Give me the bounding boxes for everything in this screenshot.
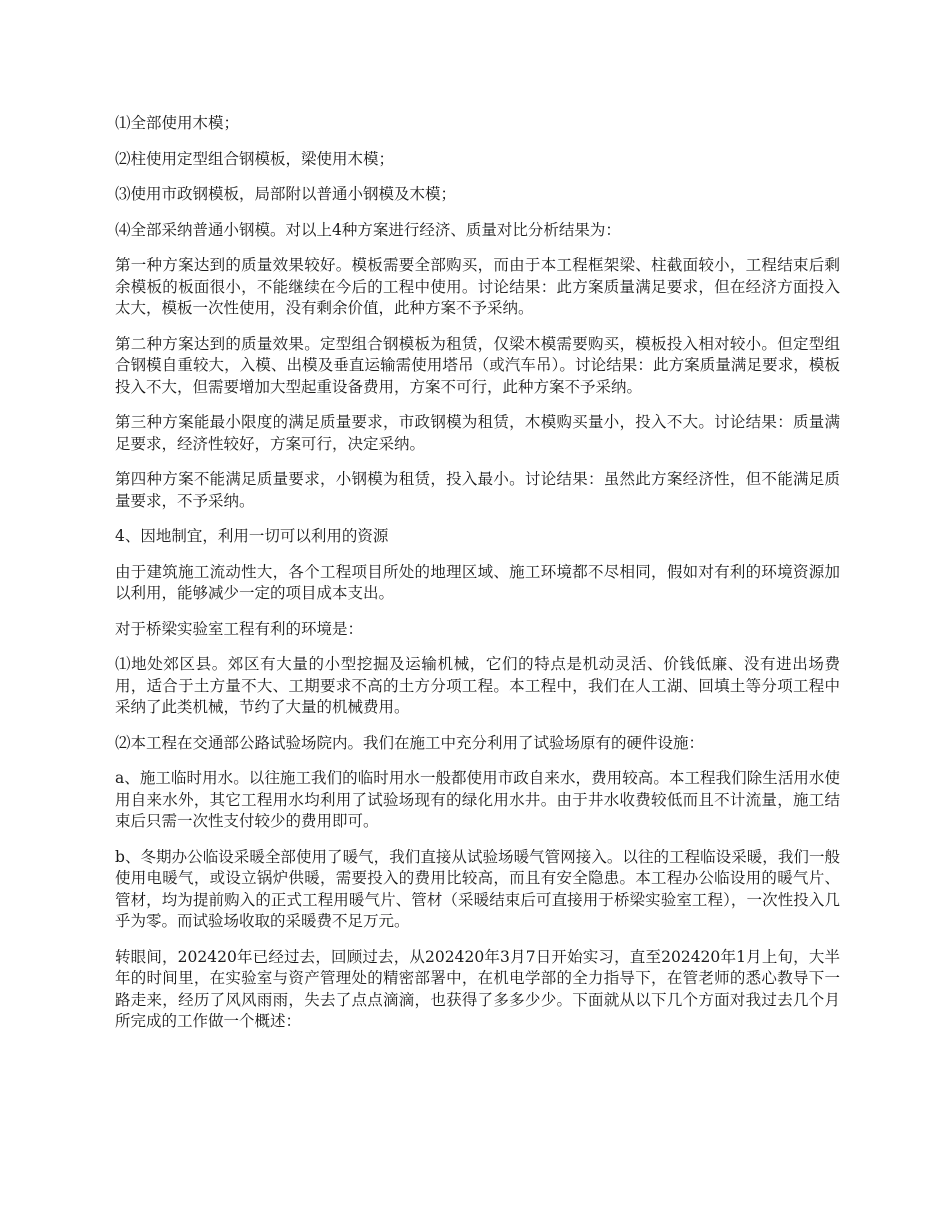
paragraph-option-1: ⑴全部使用木模； xyxy=(115,114,240,132)
paragraph-winter-heating: b、冬期办公临设采暖全部使用了暖气，我们直接从试验场暖气管网接入。以往的工程临设采暖，我们一般使用电暖气，或设立锅炉供暖，需要投入的费用比较高，而且有安全隐患。本工程办公临设用的暖气片、管材，均为提前购入的正式工程用暖气片、管材（采暖结束后可直接用于桥梁实验室工程），一次性投入几乎为零。而试验场收取的采暖费不足万元。 xyxy=(115,847,840,930)
paragraph-resources-intro: 由于建筑施工流动性大，各个工程项目所处的地理区域、施工环境都不尽相同，假如对有利的环境资源加以利用，能够减少一定的项目成本支出。 xyxy=(115,562,840,602)
section-heading-resources: 4、因地制宜，利用一切可以利用的资源 xyxy=(115,527,389,545)
paragraph-option-2: ⑵柱使用定型组合钢模板，梁使用木模； xyxy=(115,149,395,168)
paragraph-scheme-4-analysis: 第四种方案不能满足质量要求，小钢模为租赁，投入最小。讨论结果：虽然此方案经济性，但不能满足质量要求，不予采纳。 xyxy=(115,470,840,510)
paragraph-temporary-water: a、施工临时用水。以往施工我们的临时用水一般都使用市政自来水，费用较高。本工程我们除生活用水使用自来水外，其它工程用水均利用了试验场现有的绿化用水井。由于井水收费较低而且不计流量，施工结束后只需一次性支付较少的费用即可。 xyxy=(115,769,840,830)
paragraph-suburban-location: ⑴地处郊区县。郊区有大量的小型挖掘及运输机械，它们的特点是机动灵活、价钱低廉、没有进出场费用，适合于土方量不大、工期要求不高的土方分项工程。本工程中，我们在人工湖、回填土等分项工程中采纳了此类机械，节约了大量的机械费用。 xyxy=(115,655,840,716)
paragraph-internship-summary: 转眼间，202420年已经过去，回顾过去，从202420年3月7日开始实习，直至202420年1月上旬，大半年的时间里，在实验室与资产管理处的精密部署中，在机电学部的全力指导下，在管老师的悉心教导下一路走来，经历了风风雨雨，失去了点点滴滴，也获得了多多少少。下面就从以下几个方面对我过去几个月所完成的工作做一个概述： xyxy=(115,947,840,1030)
paragraph-option-3: ⑶使用市政钢模板，局部附以普通小钢模及木模； xyxy=(115,185,457,203)
document-body xyxy=(115,113,840,1047)
paragraph-scheme-3-analysis: 第三种方案能最小限度的满足质量要求，市政钢模为租赁，木模购买量小，投入不大。讨论结果：质量满足要求，经济性较好，方案可行，决定采纳。 xyxy=(115,413,840,453)
paragraph-favorable-environment: 对于桥梁实验室工程有利的环境是： xyxy=(115,619,364,638)
paragraph-option-4: ⑷全部采纳普通小钢模。对以上4种方案进行经济、质量对比分析结果为： xyxy=(115,220,621,239)
paragraph-scheme-1-analysis: 第一种方案达到的质量效果较好。模板需要全部购买，而由于本工程框架梁、柱截面较小，工程结束后剩余模板的板面很小，不能继续在今后的工程中使用。讨论结果：此方案质量满足要求，但在经济方面投入太大，模板一次性使用，没有剩余价值，此种方案不予采纳。 xyxy=(115,256,840,317)
paragraph-scheme-2-analysis: 第二种方案达到的质量效果。定型组合钢模板为租赁，仅梁木模需要购买，模板投入相对较小。但定型组合钢模自重较大，入模、出模及垂直运输需使用塔吊（或汽车吊）。讨论结果：此方案质量满足要求，模板投入不大，但需要增加大型起重设备费用，方案不可行，此种方案不予采纳。 xyxy=(115,334,840,396)
paragraph-test-site: ⑵本工程在交通部公路试验场院内。我们在施工中充分利用了试验场原有的硬件设施： xyxy=(115,733,705,752)
